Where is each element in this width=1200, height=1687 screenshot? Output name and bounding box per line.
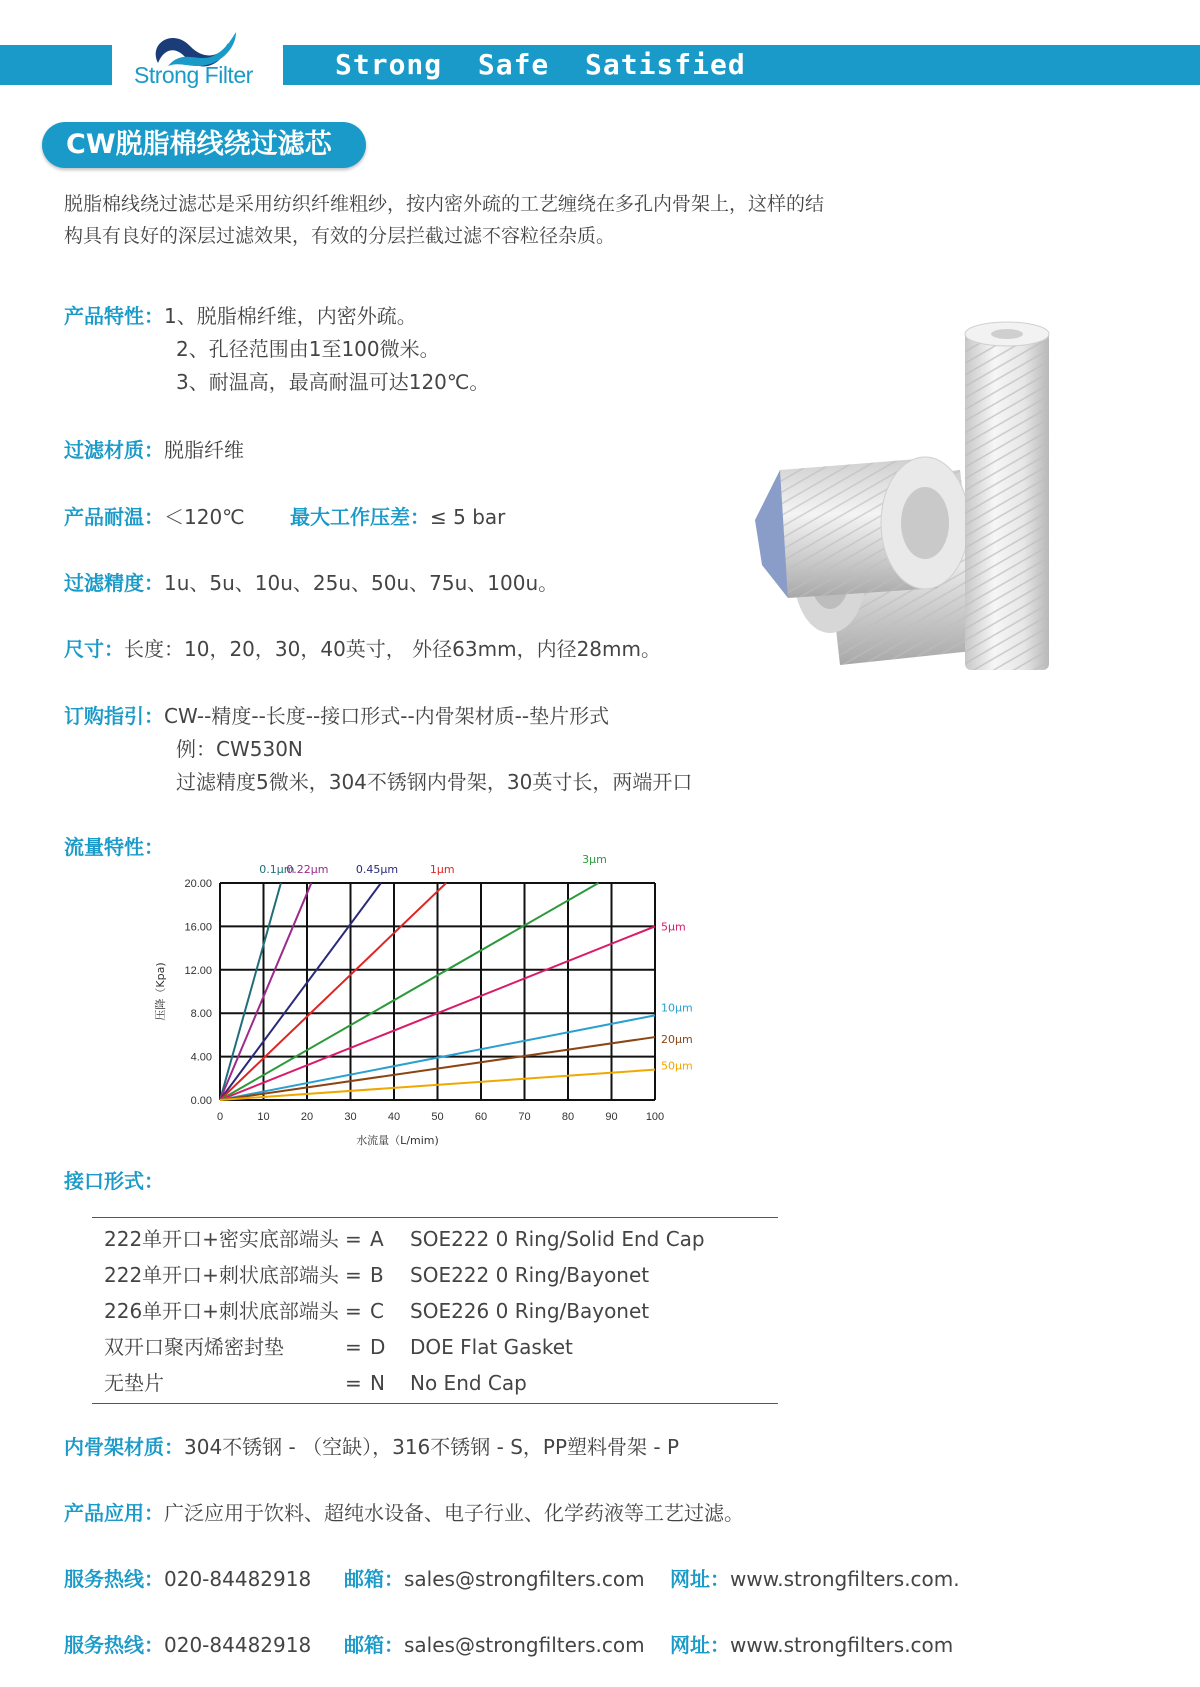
web-link[interactable]: www.strongfilters.com. <box>730 1567 960 1591</box>
interface-row <box>64 1166 164 1196</box>
y-tick-label: 12.00 <box>184 964 212 977</box>
x-tick-label: 90 <box>605 1111 618 1123</box>
interface-desc-en: No End Cap <box>410 1371 527 1395</box>
interface-code: N <box>370 1371 385 1395</box>
x-tick-label: 30 <box>344 1111 357 1123</box>
precision-label: 过滤精度： <box>64 571 164 595</box>
x-tick-label: 60 <box>474 1111 488 1123</box>
hotline-value[interactable]: 020-84482918 <box>164 1567 312 1591</box>
filter-cartridge-image <box>750 320 1100 695</box>
temp-label: 产品耐温： <box>64 505 164 529</box>
header-slogan: Strong Safe Satisfied <box>335 48 746 81</box>
core-row <box>64 1432 679 1462</box>
contact-web-2 <box>670 1630 953 1660</box>
pressure-value: ≤ 5 bar <box>430 505 506 529</box>
x-tick-label: 10 <box>257 1111 270 1123</box>
x-tick-label: 70 <box>518 1111 531 1123</box>
features-label: 产品特性： <box>64 304 164 328</box>
precision-row <box>64 568 558 598</box>
material-row <box>64 435 244 465</box>
features-row <box>64 301 417 331</box>
interface-desc-en: DOE Flat Gasket <box>410 1335 573 1359</box>
interface-desc-cn: 222单开口+密实底部端头 <box>104 1227 339 1251</box>
x-tick-label: 80 <box>561 1111 575 1123</box>
email-label: 邮箱： <box>344 1633 404 1657</box>
series-label: 1μm <box>429 863 455 876</box>
series-label: 5μm <box>661 920 686 934</box>
interface-equals: = <box>345 1335 362 1359</box>
series-line-3μm <box>220 883 598 1100</box>
order-label: 订购指引： <box>64 704 164 728</box>
x-tick-label: 50 <box>431 1111 444 1123</box>
interface-desc-en: SOE222 0 Ring/Solid End Cap <box>410 1227 705 1251</box>
interface-code: B <box>370 1263 384 1287</box>
y-tick-label: 8.00 <box>190 1008 212 1021</box>
series-label: 0.45μm <box>355 863 399 876</box>
series-label: 0.1μm <box>259 863 295 876</box>
interface-equals: = <box>345 1299 362 1323</box>
y-tick-label: 20.00 <box>184 878 212 890</box>
interface-equals: = <box>345 1263 362 1287</box>
application-value: 广泛应用于饮料、超纯水设备、电子行业、化学药液等工艺过滤。 <box>164 1501 744 1525</box>
intro-line-1: 脱脂棉线绕过滤芯是采用纺织纤维粗纱，按内密外疏的工艺缠绕在多孔内骨架上，这样的结 <box>64 193 825 215</box>
y-tick-label: 4.00 <box>190 1051 212 1064</box>
pressure-row <box>290 502 505 532</box>
interface-desc-cn: 双开口聚丙烯密封垫 <box>104 1335 284 1359</box>
feature-item-1: 1、脱脂棉纤维，内密外疏。 <box>164 304 417 328</box>
interface-code: D <box>370 1335 386 1359</box>
size-row <box>64 634 661 664</box>
core-value: 304不锈钢 - （空缺），316不锈钢 - S，PP塑料骨架 - P <box>184 1435 680 1459</box>
y-axis-label: 压降（Kpa) <box>154 962 167 1021</box>
page-title: CW脱脂棉线绕过滤芯 <box>42 122 366 168</box>
web-label: 网址： <box>670 1567 730 1591</box>
series-label: 20μm <box>661 1033 693 1047</box>
series-line-0.1μm <box>220 883 281 1100</box>
feature-item-3: 3、耐温高，最高耐温可达120℃。 <box>176 370 490 394</box>
series-label: 50μm <box>661 1059 693 1073</box>
order-row <box>64 701 609 731</box>
series-label: 3μm <box>582 853 607 866</box>
size-value: 长度：10，20，30，40英寸， 外径63mm，内径28mm。 <box>124 637 661 661</box>
contact-hotline-2 <box>64 1630 311 1660</box>
email-link[interactable]: sales@strongfilters.com <box>404 1633 645 1657</box>
web-link[interactable]: www.strongfilters.com <box>730 1633 954 1657</box>
interface-desc-en: SOE226 0 Ring/Bayonet <box>410 1299 650 1323</box>
flow-chart <box>150 850 693 1150</box>
pressure-label: 最大工作压差： <box>290 505 430 529</box>
series-line-1μm <box>220 883 446 1100</box>
x-axis-label: 水流量（L/mim) <box>356 1134 439 1147</box>
order-line-1: CW--精度--长度--接口形式--内骨架材质--垫片形式 <box>164 704 610 728</box>
table-bottom-rule <box>92 1403 778 1404</box>
intro-line-2: 构具有良好的深层过滤效果，有效的分层拦截过滤不容粒径杂质。 <box>64 225 616 247</box>
interface-code: A <box>370 1227 384 1251</box>
web-label: 网址： <box>670 1633 730 1657</box>
contact-hotline-1 <box>64 1564 311 1594</box>
interface-desc-en: SOE222 0 Ring/Bayonet <box>410 1263 650 1287</box>
series-label: 0.22μm <box>286 863 329 876</box>
header-band-left <box>0 45 112 85</box>
contact-email-2 <box>344 1630 645 1660</box>
interface-desc-cn: 226单开口+刺状底部端头 <box>104 1299 339 1323</box>
interface-code: C <box>370 1299 384 1323</box>
interface-desc-cn: 222单开口+刺状底部端头 <box>104 1263 339 1287</box>
interface-label: 接口形式： <box>64 1169 164 1193</box>
email-label: 邮箱： <box>344 1567 404 1591</box>
order-line-3: 过滤精度5微米，304不锈钢内骨架，30英寸长，两端开口 <box>176 770 693 794</box>
table-top-rule <box>92 1217 778 1218</box>
brand-name: Strong Filter <box>134 62 253 88</box>
y-tick-label: 16.00 <box>184 921 212 934</box>
hotline-label: 服务热线： <box>64 1567 164 1591</box>
core-label: 内骨架材质： <box>64 1435 184 1459</box>
x-tick-label: 0 <box>216 1111 224 1123</box>
series-label: 10μm <box>661 1001 693 1015</box>
temp-row <box>64 502 245 532</box>
interface-desc-cn: 无垫片 <box>104 1371 164 1395</box>
interface-equals: = <box>345 1371 362 1395</box>
interface-equals: = <box>345 1227 362 1251</box>
size-label: 尺寸： <box>64 637 124 661</box>
application-label: 产品应用： <box>64 1501 164 1525</box>
hotline-value[interactable]: 020-84482918 <box>164 1633 312 1657</box>
material-label: 过滤材质： <box>64 438 164 462</box>
order-line-2: 例：CW530N <box>176 737 303 761</box>
hotline-label: 服务热线： <box>64 1633 164 1657</box>
flow-label: 流量特性： <box>64 835 164 859</box>
application-row <box>64 1498 744 1528</box>
x-tick-label: 40 <box>387 1111 401 1123</box>
material-value: 脱脂纤维 <box>164 438 244 462</box>
email-link[interactable]: sales@strongfilters.com <box>404 1567 645 1591</box>
flow-row <box>64 832 164 862</box>
series-line-0.22μm <box>220 883 311 1100</box>
y-tick-label: 0.00 <box>190 1095 212 1107</box>
contact-web-1 <box>670 1564 960 1594</box>
precision-value: 1u、5u、10u、25u、50u、75u、100u。 <box>164 571 559 595</box>
contact-email-1 <box>344 1564 645 1594</box>
feature-item-2: 2、孔径范围由1至100微米。 <box>176 337 440 361</box>
x-tick-label: 20 <box>300 1111 314 1123</box>
x-tick-label: 100 <box>645 1111 665 1123</box>
temp-value: ＜120℃ <box>164 505 245 529</box>
